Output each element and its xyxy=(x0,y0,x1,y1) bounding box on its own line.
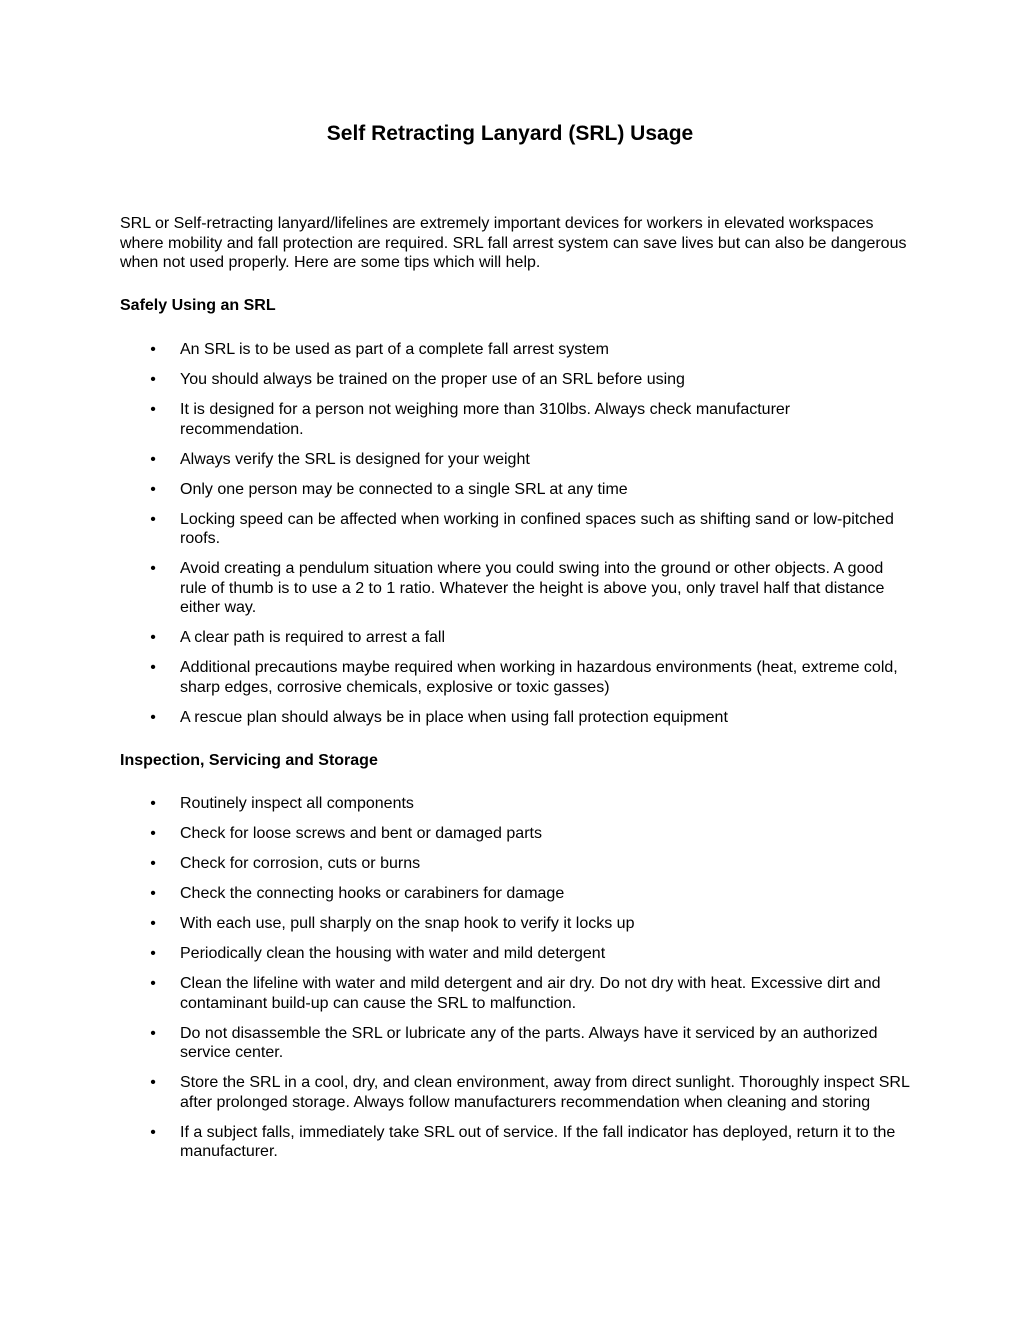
bullet-icon: • xyxy=(150,560,156,577)
bullet-icon: • xyxy=(150,915,156,932)
list-item-text: Do not disassemble the SRL or lubricate any of the parts. Always have it serviced by an authorized service center. xyxy=(180,1024,878,1061)
bullet-icon: • xyxy=(150,708,156,726)
list-item-text: With each use, pull sharply on the snap hook to verify it locks up xyxy=(180,915,635,932)
list-item-text: Avoid creating a pendulum situation where you could swing into the ground or other objects. A good rule of thumb is to use a 2 to 1 ratio. Whatever the height is above you, only travel half that distance either way. xyxy=(180,560,885,616)
list-item-text: A rescue plan should always be in place when using fall protection equipment xyxy=(180,708,728,726)
list-item-text: Additional precautions maybe required when working in hazardous environments (heat, extreme cold, sharp edges, corrosive chemicals, explosive or toxic gasses) xyxy=(180,659,898,696)
bullet-icon: • xyxy=(150,480,156,498)
bullet-icon: • xyxy=(150,371,156,388)
list-item xyxy=(120,854,910,874)
list-item xyxy=(120,884,910,904)
bullet-icon: • xyxy=(150,975,156,992)
list-item xyxy=(120,510,910,549)
list-item-text: A clear path is required to arrest a fall xyxy=(180,629,446,646)
bullet-icon: • xyxy=(150,825,156,842)
intro-paragraph: SRL or Self-retracting lanyard/lifelines are extremely important devices for workers in elevated workspaces where mobility and fall protection are required. SRL fall arrest system can save lives but can also be dangerous when not used properly. Here are some tips which will help. xyxy=(120,215,907,271)
list-item xyxy=(120,340,910,360)
list-item xyxy=(120,370,910,390)
list-item-text: If a subject falls, immediately take SRL out of service. If the fall indicator has deployed, return it to the manufacturer. xyxy=(180,1123,896,1160)
bullet-icon: • xyxy=(150,855,156,872)
list-item-text: Routinely inspect all components xyxy=(180,795,414,812)
list-item-text: Locking speed can be affected when working in confined spaces such as shifting sand or low-pitched roofs. xyxy=(180,510,894,547)
list-item xyxy=(120,658,910,697)
list-item-text: Only one person may be connected to a single SRL at any time xyxy=(180,480,628,498)
list-item-text: It is designed for a person not weighing more than 310lbs. Always check manufacturer recommendation. xyxy=(180,401,791,438)
bullet-icon: • xyxy=(150,795,156,812)
bullet-icon: • xyxy=(150,1074,156,1091)
bullet-icon: • xyxy=(150,341,156,358)
bullet-icon: • xyxy=(150,1123,156,1141)
list-item xyxy=(120,400,910,439)
list-item xyxy=(120,1073,910,1112)
safe-use-list xyxy=(120,340,910,738)
bullet-icon: • xyxy=(150,629,156,646)
page-title: Self Retracting Lanyard (SRL) Usage xyxy=(326,122,694,145)
list-item-text: Store the SRL in a cool, dry, and clean environment, away from direct sunlight. Thoroughly inspect SRL after prolonged storage. Always follow manufacturers recommendation when cleaning and storing xyxy=(180,1074,910,1111)
list-item xyxy=(120,914,910,934)
list-item xyxy=(120,628,910,648)
list-item-text: Clean the lifeline with water and mild detergent and air dry. Do not dry with heat. Excessive dirt and contaminant build-up can cause the SRL to malfunction. xyxy=(180,975,881,1012)
list-item-text: Check the connecting hooks or carabiners for damage xyxy=(180,885,565,902)
bullet-icon: • xyxy=(150,510,156,528)
list-item xyxy=(120,974,910,1013)
list-item xyxy=(120,480,910,500)
list-item xyxy=(120,944,910,964)
list-item-text: An SRL is to be used as part of a complete fall arrest system xyxy=(180,341,609,358)
list-item-text: Always verify the SRL is designed for your weight xyxy=(180,450,530,468)
bullet-icon: • xyxy=(150,945,156,962)
list-item xyxy=(120,708,910,728)
bullet-icon: • xyxy=(150,659,156,676)
section-heading-inspection: Inspection, Servicing and Storage xyxy=(120,752,378,769)
list-item xyxy=(120,1123,910,1162)
list-item-text: Check for corrosion, cuts or burns xyxy=(180,855,421,872)
list-item-text: Check for loose screws and bent or damaged parts xyxy=(180,825,542,842)
bullet-icon: • xyxy=(150,1024,156,1042)
bullet-icon: • xyxy=(150,401,156,418)
list-item-text: Periodically clean the housing with water and mild detergent xyxy=(180,945,606,962)
bullet-icon: • xyxy=(150,450,156,468)
section-heading-safe-use: Safely Using an SRL xyxy=(120,297,276,314)
bullet-icon: • xyxy=(150,885,156,902)
inspection-list xyxy=(120,794,910,1172)
list-item-text: You should always be trained on the proper use of an SRL before using xyxy=(180,371,685,388)
list-item xyxy=(120,1024,910,1063)
list-item xyxy=(120,794,910,814)
list-item xyxy=(120,559,910,618)
list-item xyxy=(120,450,910,470)
list-item xyxy=(120,824,910,844)
